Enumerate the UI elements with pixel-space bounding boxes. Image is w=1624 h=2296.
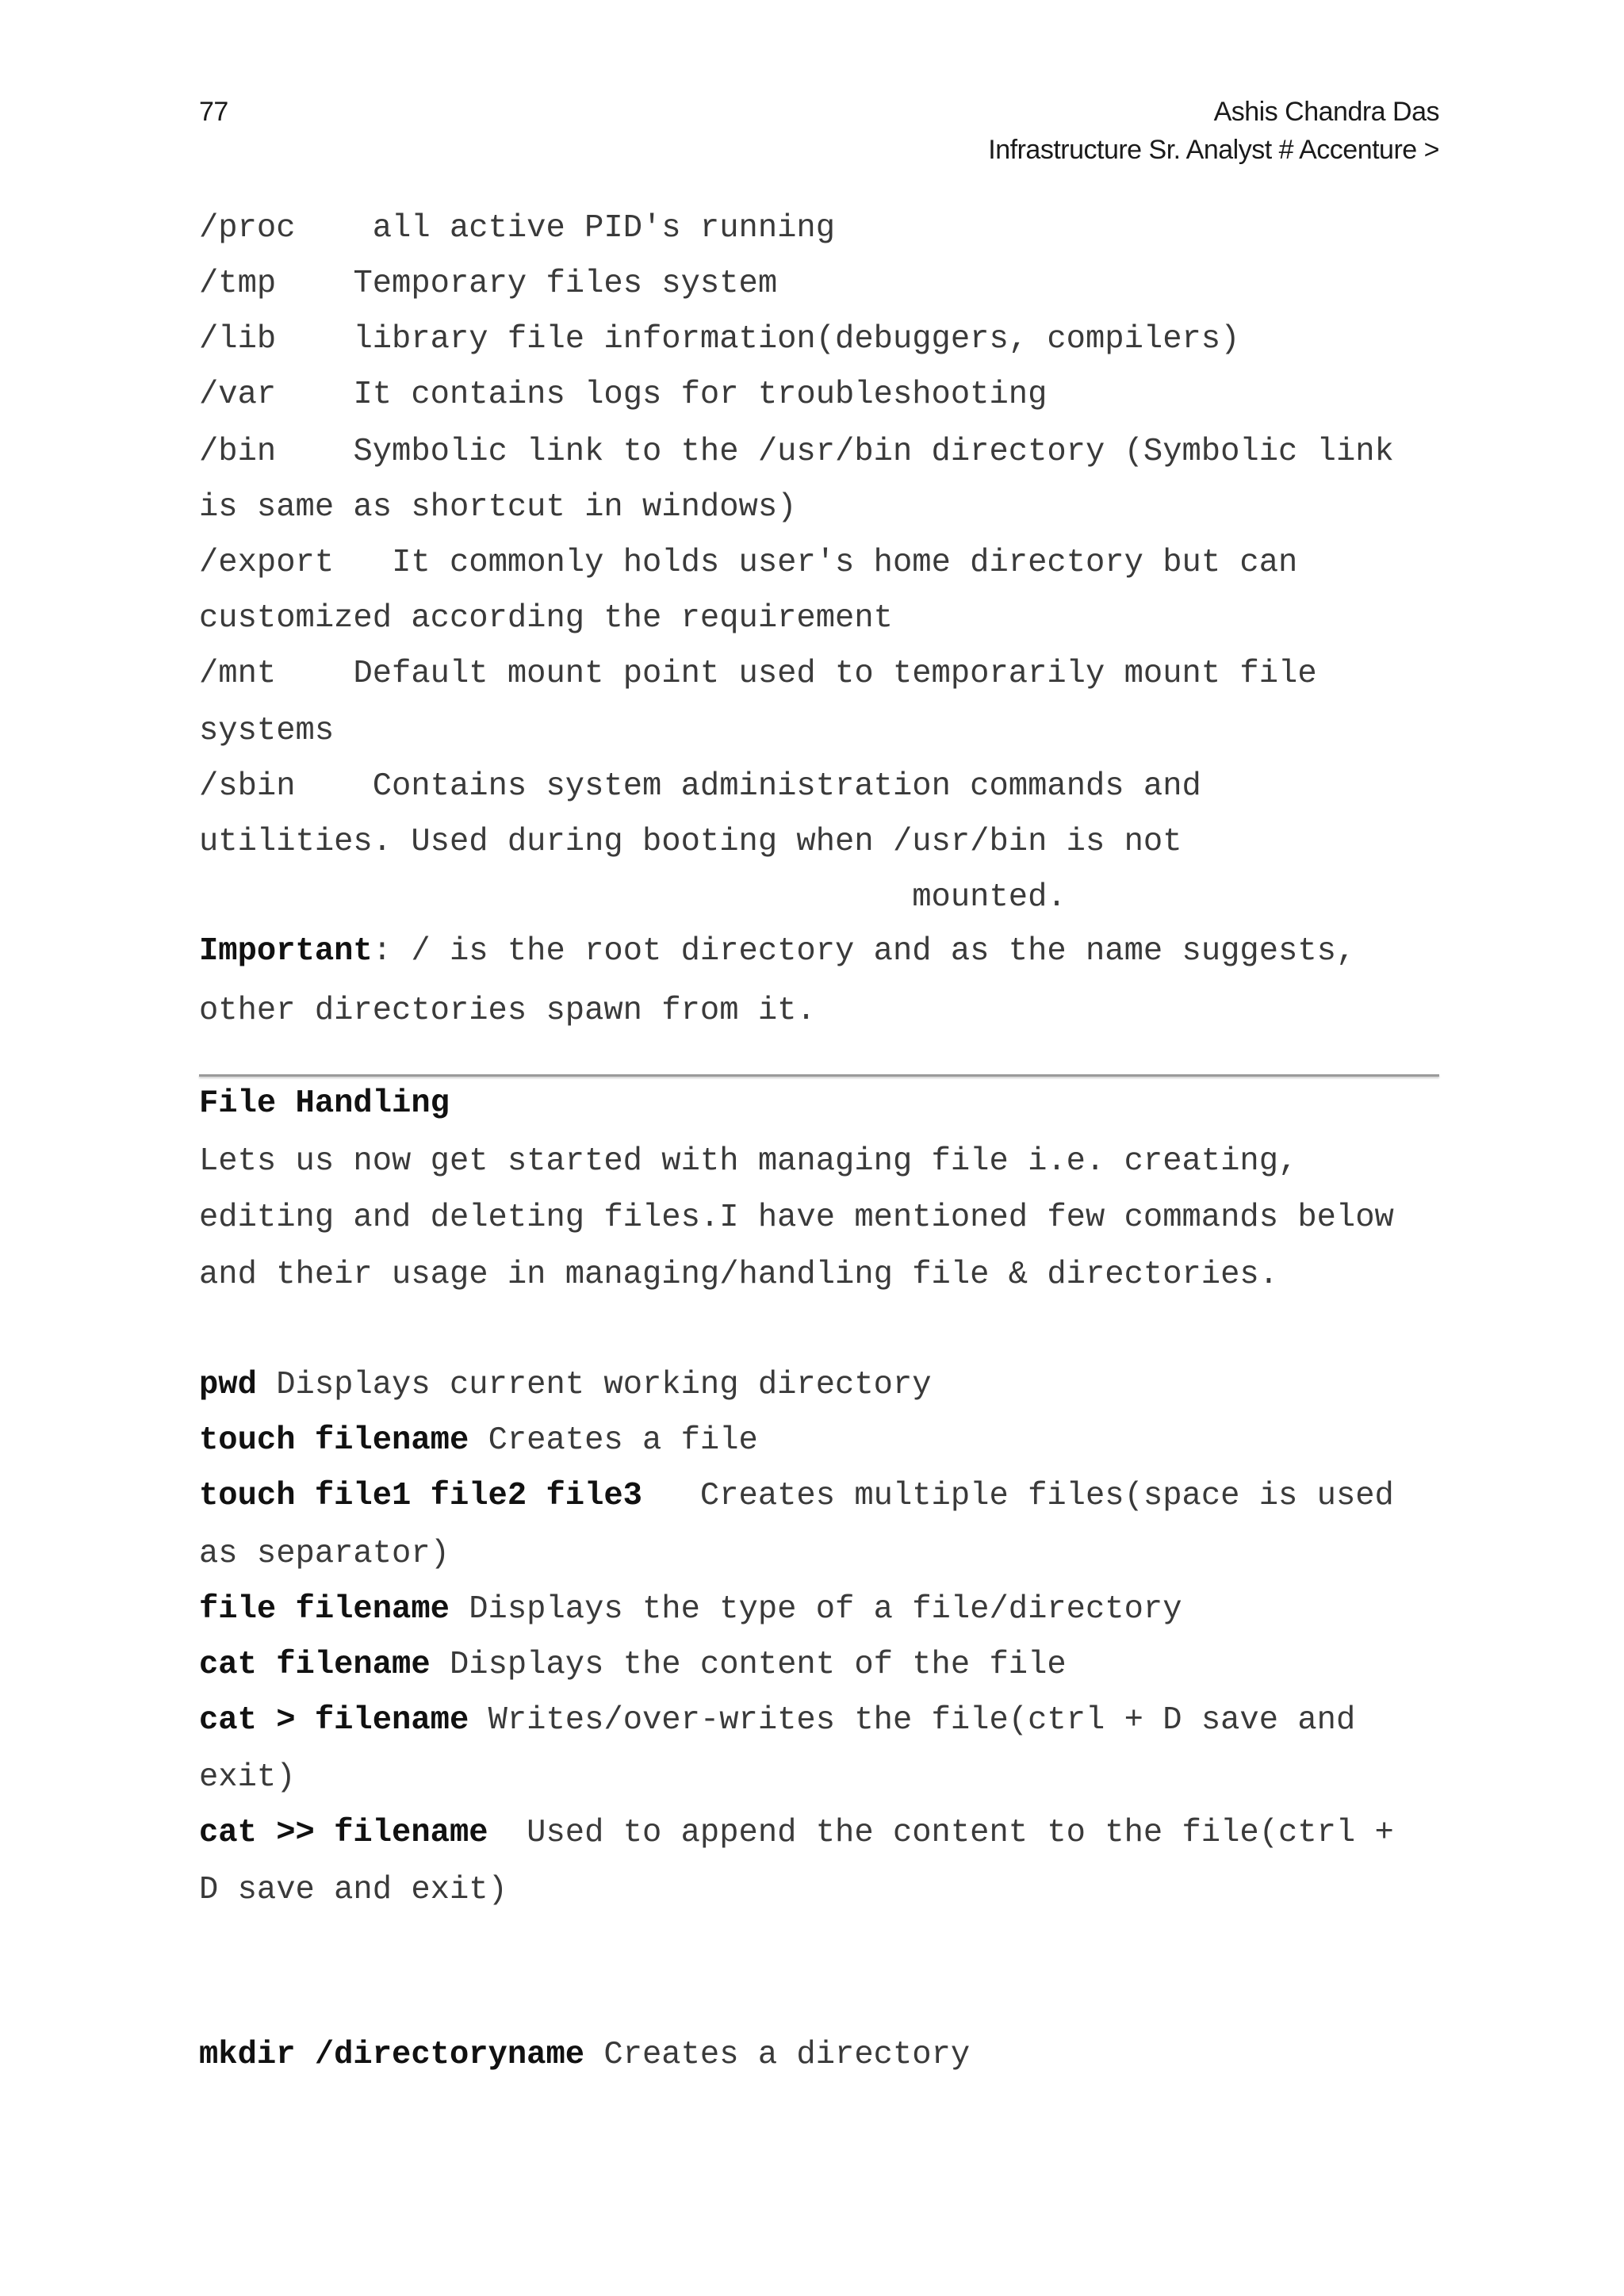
command-line-cont: exit) (199, 1759, 296, 1796)
dir-line: customized according the requirement (199, 600, 893, 637)
command-line: touch filename Creates a file (199, 1422, 758, 1459)
command-line-cont: D save and exit) (199, 1872, 508, 1908)
command-name: touch file1 file2 file3 (199, 1478, 642, 1514)
intro-line: Lets us now get started with managing file i.e. creating, (199, 1143, 1298, 1180)
command-line: cat > filename Writes/over-writes the file(ctrl + D save and (199, 1702, 1356, 1739)
command-line: mkdir /directoryname Creates a directory (199, 2037, 971, 2073)
command-line: pwd Displays current working directory (199, 1367, 932, 1403)
intro-line: editing and deleting files.I have mentioned few commands below (199, 1200, 1394, 1236)
dir-line: /bin Symbolic link to the /usr/bin directory (Symbolic link (199, 434, 1394, 470)
command-line: cat filename Displays the content of the file (199, 1647, 1067, 1683)
dir-line: mounted. (199, 879, 1067, 916)
important-note-cont: other directories spawn from it. (199, 993, 816, 1029)
dir-line: /var It contains logs for troubleshooting (199, 377, 1048, 413)
command-name: cat filename (199, 1647, 431, 1683)
command-line: file filename Displays the type of a file/directory (199, 1591, 1182, 1628)
intro-line: and their usage in managing/handling file & directories. (199, 1257, 1279, 1293)
author-role: Infrastructure Sr. Analyst # Accenture > (988, 135, 1439, 165)
dir-line: /export It commonly holds user's home directory but can (199, 545, 1298, 581)
dir-line: /tmp Temporary files system (199, 266, 778, 302)
dir-line: systems (199, 713, 335, 749)
dir-line: /lib library file information(debuggers, compilers) (199, 321, 1240, 358)
page-number: 77 (199, 97, 228, 127)
important-label: Important (199, 933, 373, 970)
dir-line: utilities. Used during booting when /usr/bin is not (199, 824, 1182, 860)
command-name: pwd (199, 1367, 257, 1403)
dir-line: is same as shortcut in windows) (199, 489, 797, 526)
command-name: touch filename (199, 1422, 469, 1459)
command-name: file filename (199, 1591, 450, 1628)
dir-line: /proc all active PID's running (199, 210, 836, 247)
section-divider (199, 1074, 1439, 1077)
dir-line: /sbin Contains system administration commands and (199, 768, 1201, 805)
command-name: cat > filename (199, 1702, 469, 1739)
dir-line: /mnt Default mount point used to temporarily mount file (199, 656, 1317, 692)
section-heading: File Handling (199, 1085, 450, 1122)
command-line: cat >> filename Used to append the content to the file(ctrl + (199, 1815, 1394, 1851)
command-name: cat >> filename (199, 1815, 488, 1851)
author-name: Ashis Chandra Das (1213, 97, 1439, 127)
command-line: touch file1 file2 file3 Creates multiple files(space is used (199, 1478, 1394, 1514)
important-note: Important: / is the root directory and as the name suggests, (199, 933, 1356, 970)
command-line-cont: as separator) (199, 1536, 450, 1572)
command-name: mkdir /directoryname (199, 2037, 585, 2073)
